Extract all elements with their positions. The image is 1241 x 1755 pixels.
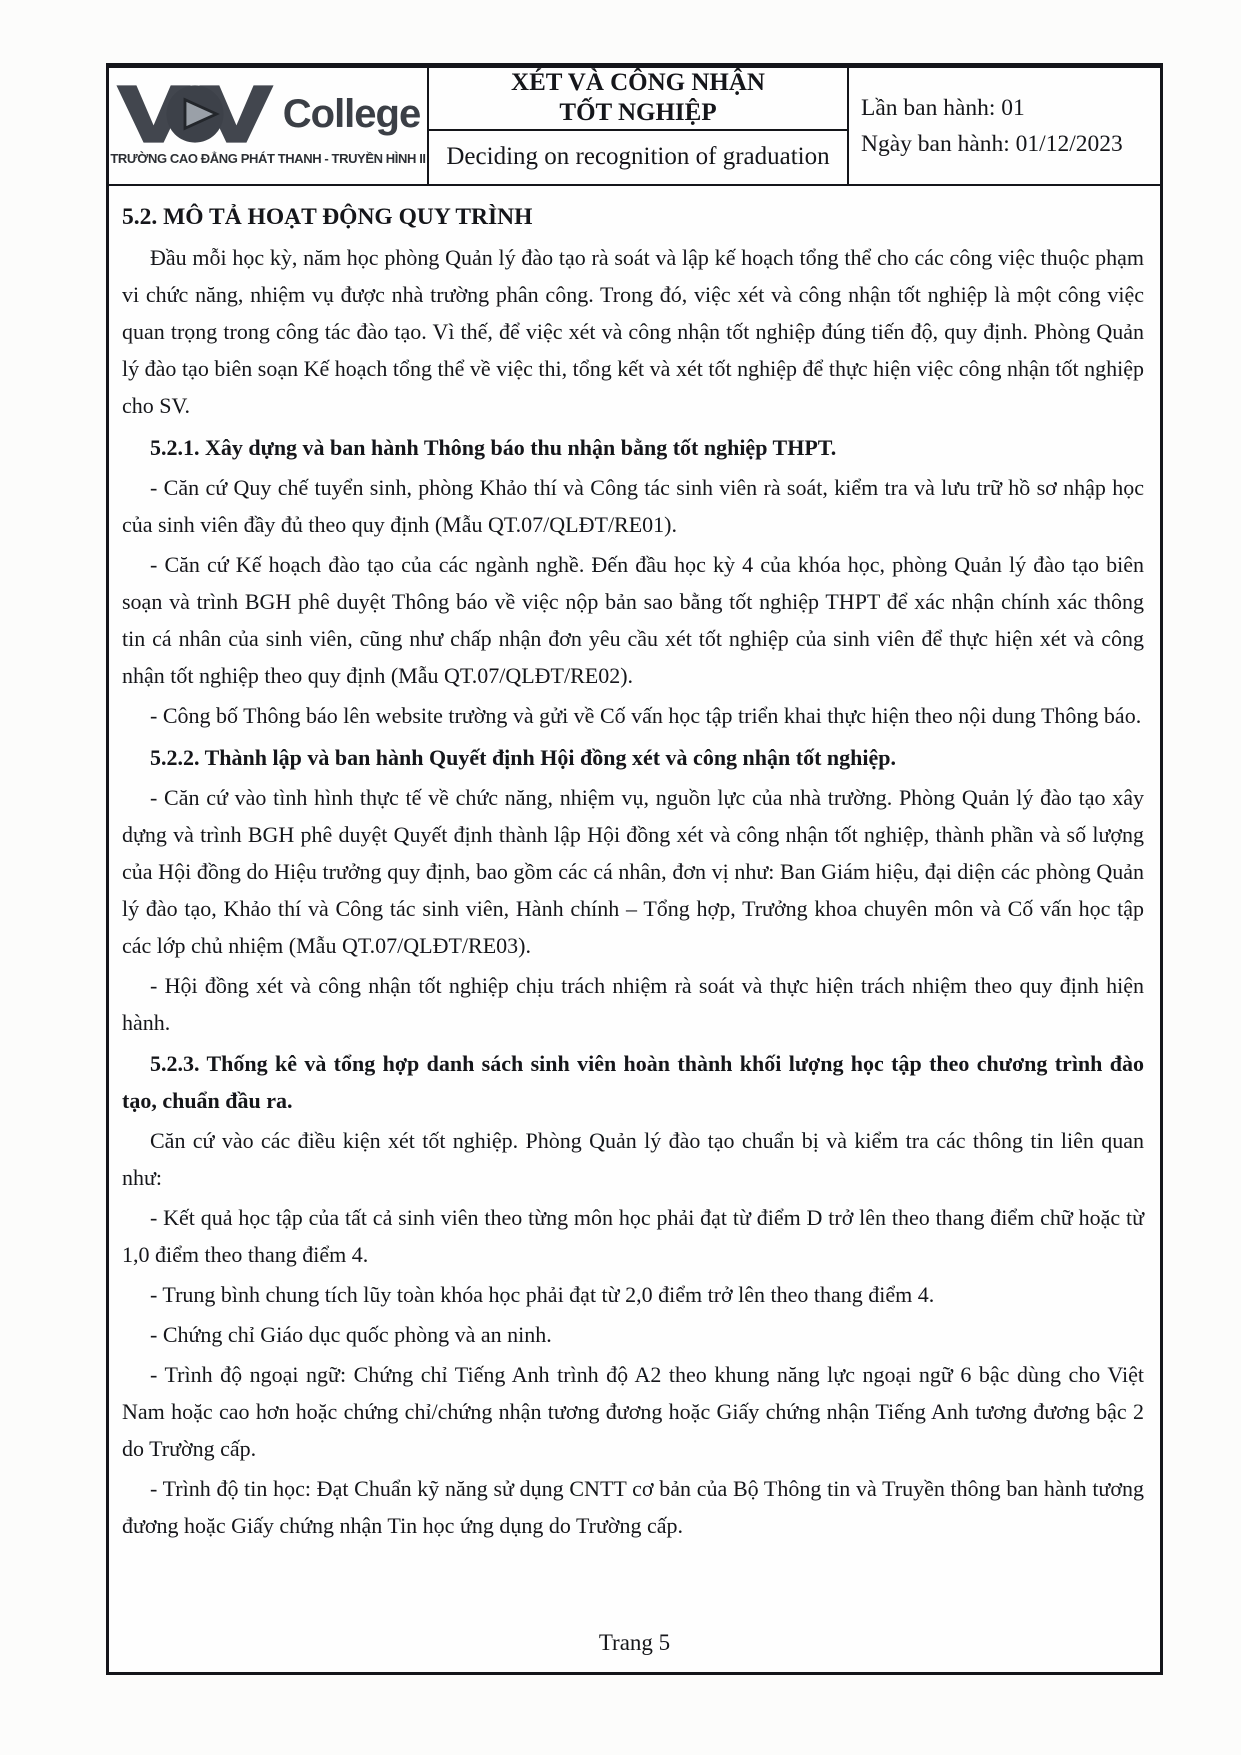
paragraph: - Chứng chỉ Giáo dục quốc phòng và an ninh. xyxy=(150,1322,552,1348)
paragraph: Căn cứ vào các điều kiện xét tốt nghiệp. Phòng Quản lý đào tạo chuẩn bị và kiểm tra các thông tin liên quan như: xyxy=(122,1128,1144,1191)
paragraph: - Công bố Thông báo lên website trường và gửi về Cố vấn học tập triển khai thực hiện theo nội dung Thông báo. xyxy=(150,702,1142,728)
document-title xyxy=(429,68,847,131)
document-title-line2: TỐT NGHIỆP xyxy=(559,99,717,127)
document-subtitle: Deciding on recognition of graduation xyxy=(446,143,830,171)
issue-date: Ngày ban hành: 01/12/2023 xyxy=(861,131,1123,157)
page-number: Trang 5 xyxy=(598,1630,671,1655)
paragraph: - Căn cứ Kế hoạch đào tạo của các ngành nghề. Đến đầu học kỳ 4 của khóa học, phòng Quản lý đào tạo biên soạn và trình BGH phê duyệt Thông báo về việc nộp bản sao bằng tốt nghiệp THPT để xác nhận chính xác thông tin cá nhân của sinh viên, cũng như chấp nhận đơn yêu cầu xét tốt nghiệp của sinh viên để thực hiện xét và công nhận tốt nghiệp theo quy định (Mẫu QT.07/QLĐT/RE02). xyxy=(122,552,1144,688)
document-title-line1: XÉT VÀ CÔNG NHẬN xyxy=(511,69,765,97)
issue-cell xyxy=(849,68,1160,184)
paragraph: - Trình độ ngoại ngữ: Chứng chỉ Tiếng Anh trình độ A2 theo khung năng lực ngoại ngữ 6 bậc dùng cho Việt Nam hoặc cao hơn hoặc chứng chỉ/chứng nhận tương đương hoặc Giấy chứng nhận Tiếng Anh tương đương bậc 2 do Trường cấp. xyxy=(122,1362,1144,1462)
section-heading: 5.2. MÔ TẢ HOẠT ĐỘNG QUY TRÌNH xyxy=(122,204,533,230)
logo-college-text: College xyxy=(282,92,421,136)
vov-logo-mark xyxy=(116,84,274,144)
subsection-heading: 5.2.1. Xây dựng và ban hành Thông báo thu nhận bằng tốt nghiệp THPT. xyxy=(150,435,837,461)
document-header xyxy=(109,68,1160,186)
paragraph: - Kết quả học tập của tất cả sinh viên theo từng môn học phải đạt từ điểm D trở lên theo thang điểm chữ hoặc từ 1,0 điểm theo thang điểm 4. xyxy=(122,1205,1144,1268)
paragraph: - Trung bình chung tích lũy toàn khóa học phải đạt từ 2,0 điểm trở lên theo thang điểm 4. xyxy=(150,1282,935,1308)
subsection-heading: 5.2.3. Thống kê và tổng hợp danh sách sinh viên hoàn thành khối lượng học tập theo chương trình đào tạo, chuẩn đầu ra. xyxy=(122,1051,1144,1114)
logo-caption: TRƯỜNG CAO ĐẲNG PHÁT THANH - TRUYỀN HÌNH II xyxy=(110,151,426,166)
logo-cell xyxy=(109,68,429,184)
issue-number: Lần ban hành: 01 xyxy=(861,94,1025,121)
subsection-heading: 5.2.2. Thành lập và ban hành Quyết định Hội đồng xét và công nhận tốt nghiệp. xyxy=(150,744,896,770)
page-footer xyxy=(109,1630,1160,1672)
document-page xyxy=(106,63,1163,1675)
paragraph: - Căn cứ vào tình hình thực tế về chức năng, nhiệm vụ, nguồn lực của nhà trường. Phòng Quản lý đào tạo xây dựng và trình BGH phê duyệt Quyết định thành lập Hội đồng xét và công nhận tốt nghiệp, thành phần và số lượng của Hội đồng do Hiệu trưởng quy định, bao gồm các cá nhân, đơn vị như: Ban Giám hiệu, đại diện các phòng Quản lý đào tạo, Khảo thí và Công tác sinh viên, Hành chính – Tổng hợp, Trưởng khoa chuyên môn và Cố vấn học tập các lớp chủ nhiệm (Mẫu QT.07/QLĐT/RE03). xyxy=(122,784,1144,958)
title-cell xyxy=(429,68,849,184)
paragraph: - Hội đồng xét và công nhận tốt nghiệp chịu trách nhiệm rà soát và thực hiện trách nhiệm theo quy định hiện hành. xyxy=(122,972,1144,1035)
paragraph: - Căn cứ Quy chế tuyển sinh, phòng Khảo thí và Công tác sinh viên rà soát, kiểm tra và lưu trữ hồ sơ nhập học của sinh viên đầy đủ theo quy định (Mẫu QT.07/QLĐT/RE01). xyxy=(122,475,1144,538)
document-body xyxy=(109,186,1160,1630)
vov-logo xyxy=(116,84,420,144)
paragraph: Đầu mỗi học kỳ, năm học phòng Quản lý đào tạo rà soát và lập kế hoạch tổng thể cho các công việc thuộc phạm vi chức năng, nhiệm vụ được nhà trường phân công. Trong đó, việc xét và công nhận tốt nghiệp là một công việc quan trọng trong công tác đào tạo. Vì thế, để việc xét và công nhận tốt nghiệp đúng tiến độ, quy định. Phòng Quản lý đào tạo biên soạn Kế hoạch tổng thể về việc thi, tổng kết và xét tốt nghiệp để thực hiện việc công nhận tốt nghiệp cho SV. xyxy=(122,245,1144,419)
paragraph: - Trình độ tin học: Đạt Chuẩn kỹ năng sử dụng CNTT cơ bản của Bộ Thông tin và Truyền thông ban hành tương đương hoặc Giấy chứng nhận Tin học ứng dụng do Trường cấp. xyxy=(122,1475,1144,1538)
